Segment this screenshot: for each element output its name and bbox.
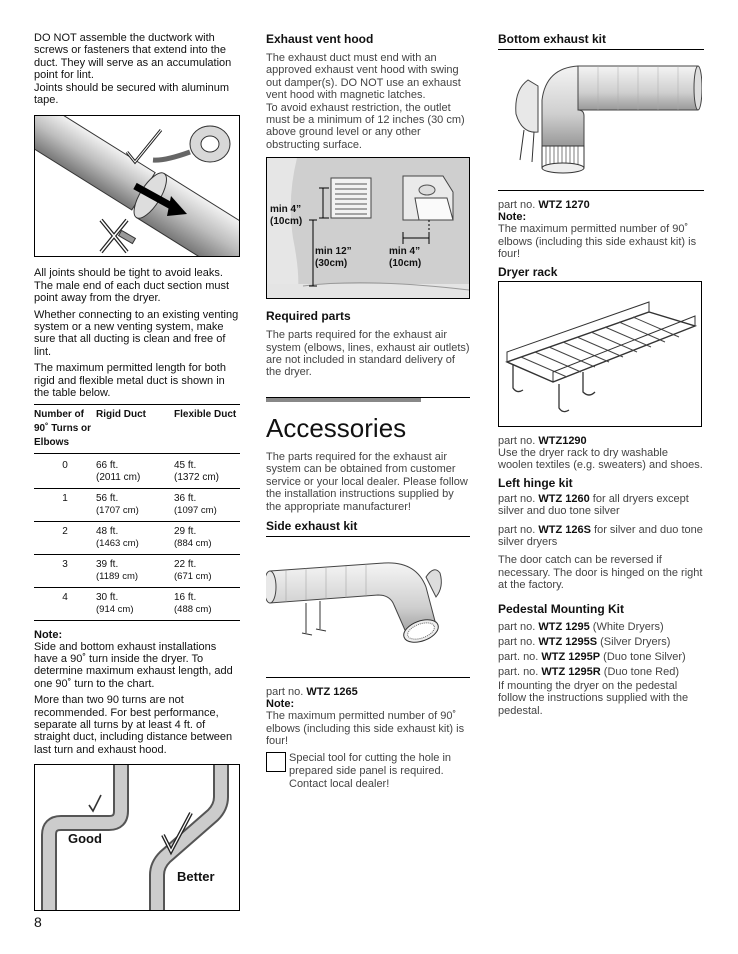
part-number: WTZ 1270 [538,199,590,211]
flex-cm: (1097 cm) [174,504,217,516]
flex-cm: (671 cm) [174,570,212,582]
part-number: WTZ1290 [538,434,587,447]
flex-ft: 36 ft. [174,492,197,504]
part-prefix: part. no. [498,665,539,678]
rigid-ft: 48 ft. [96,525,119,537]
rigid-ft: 39 ft. [96,558,119,570]
exhaust-hood-text: The exhaust duct must end with an approved exhaust vent hood with swing out damper(s). DO NOT use an exhaust vent hood with magnetic latches. [266,52,461,102]
good-label: Good [68,831,102,847]
flex-cell [174,554,240,587]
left-hinge-heading: Left hinge kit [498,475,573,490]
part-description: (Silver Dryers) [600,635,671,648]
flex-cm: (488 cm) [174,603,212,615]
dim-min4-left [270,204,302,228]
dryer-rack-part [498,435,704,447]
side-exhaust-part [266,686,470,698]
part-prefix: part no. [266,685,304,698]
flex-ft: 29 ft. [174,525,197,537]
table-row [34,554,240,587]
pedestal-item [498,635,704,650]
flex-ft: 22 ft. [174,558,197,570]
rigid-ft: 66 ft. [96,459,119,471]
rigid-ft: 30 ft. [96,591,119,603]
dim-min4-right-label: min 4” [389,246,421,258]
flex-cell [174,453,240,488]
better-label: Better [177,869,215,885]
turns-cell: 0 [34,453,96,488]
turns-cell: 2 [34,521,96,554]
part-description: (Duo tone Silver) [603,650,686,663]
part-prefix: part no. [498,635,536,648]
joints-text: All joints should be tight to avoid leaks. The male end of each duct section must point away from the dryer. [34,267,230,305]
pedestal-text: If mounting the dryer on the pedestal follow the instructions supplied with the pedestal. [498,679,689,717]
rigid-cell [96,554,174,587]
rigid-cell [96,488,174,521]
rigid-cm: (914 cm) [96,603,134,615]
rigid-cm: (1707 cm) [96,504,139,516]
duct-tape-illustration [34,115,240,257]
part-number: WTZ 1265 [306,685,358,698]
intro-text: DO NOT assemble the ductwork with screws or fasteners that extend into the duct. They will serve as an accumulation point for lint. [34,32,232,82]
vent-hood-illustration [266,157,470,299]
section-divider [266,397,470,403]
dim-min12 [315,246,352,270]
part-prefix: part no. [498,199,536,211]
required-parts-text: The parts required for the exhaust air system (elbows, lines, exhaust air outlets) are not included in standard delivery of the dryer. [266,329,470,379]
column-middle [266,32,470,791]
side-note-label: Note: [266,698,295,711]
flex-cell [174,488,240,521]
tool-icon-box [266,752,286,772]
dim-min12-cm: (30cm) [315,258,348,270]
table-row [34,488,240,521]
part-prefix: part. no. [498,650,539,663]
pedestal-item [498,665,704,680]
column-left [34,32,240,911]
side-exhaust-illustration [266,537,470,677]
flex-cell [174,521,240,554]
rigid-cell [96,587,174,620]
accessories-text: The parts required for the exhaust air system can be obtained from customer service or your local dealer. Please follow the installation instructions supplied by the appropriate manufacturer! [266,450,468,513]
table-row [34,521,240,554]
rigid-cell [96,453,174,488]
pedestal-item [498,620,704,635]
rigid-cm: (1189 cm) [96,570,139,582]
exhaust-hood-heading: Exhaust vent hood [266,32,374,46]
part-prefix: part no. [498,620,536,633]
max-length-text: The maximum permitted length for both rigid and flexible metal duct is shown in the table below. [34,362,226,400]
part-description: for all dryers except silver and duo tone silver [498,492,689,518]
part-prefix: part no. [498,434,536,447]
bottom-exhaust-part [498,199,704,211]
page-number: 8 [34,914,42,930]
part-number: WTZ 126S [538,523,591,536]
rigid-cm: (2011 cm) [96,471,141,483]
dim-min4-right-cm: (10cm) [389,258,422,270]
good-better-illustration [34,764,240,911]
side-exhaust-heading: Side exhaust kit [266,518,358,533]
pedestal-item [498,650,704,665]
dryer-rack-heading: Dryer rack [498,264,558,279]
part-description: (Duo tone Red) [603,665,679,678]
turns-cell: 1 [34,488,96,521]
dim-min12-label: min 12” [315,246,352,258]
part-description: for silver and duo tone silver dryers [498,523,703,549]
connect-text: Whether connecting to an existing venting system or a new venting system, make sure that all ducting is clean and free of lint. [34,308,239,358]
table-row [34,587,240,620]
part-description: (White Dryers) [592,620,664,633]
column-right [498,32,704,717]
hinge-part-2 [498,524,704,549]
rigid-ft: 56 ft. [96,492,119,504]
table-header-rigid: Rigid Duct [96,408,146,420]
table-header-row [34,404,240,453]
turns-cell: 4 [34,587,96,620]
rigid-cell [96,521,174,554]
table-header-flexible: Flexible Duct [174,408,237,420]
dim-min4-left-cm: (10cm) [270,216,303,228]
more-turns-text: More than two 90 turns are not recommended. For best performance, separate all turns by at least 4 ft. of straight duct, including distance between last turn and exhaust hood. [34,694,233,756]
bottom-note-label: Note: [498,211,527,224]
part-number: WTZ 1295P [541,650,601,663]
dim-min4-right [389,246,421,270]
intro-text-2: Joints should be secured with aluminum tape. [34,81,230,107]
special-tool-note [266,752,470,791]
exhaust-hood-text-2: To avoid exhaust restriction, the outlet must be a minimum of 12 inches (30 cm) above ground level or any other obstructing surface. [266,101,465,151]
hinge-part-1 [498,493,704,518]
dryer-rack-illustration [498,281,702,427]
flex-ft: 45 ft. [174,459,197,471]
part-prefix: part no. [498,523,536,536]
part-prefix: part no. [498,492,536,505]
duct-length-table [34,404,240,621]
flex-cm: (884 cm) [174,537,212,549]
bottom-exhaust-heading: Bottom exhaust kit [498,32,607,46]
turns-cell: 3 [34,554,96,587]
bottom-exhaust-illustration [498,50,702,190]
part-number: WTZ 1260 [538,492,590,505]
accessories-heading: Accessories [266,412,407,443]
pedestal-heading: Pedestal Mounting Kit [498,601,624,616]
required-parts-heading: Required parts [266,309,351,324]
hinge-text: The door catch can be reversed if necessary. The door is hinged on the right at the factory. [498,554,703,592]
note-label: Note: [34,628,63,641]
part-number: WTZ 1295R [541,665,601,678]
flex-ft: 16 ft. [174,591,197,603]
rigid-cm: (1463 cm) [96,537,139,549]
special-tool-text: Special tool for cutting the hole in prepared side panel is required. Contact local dealer! [289,751,452,790]
side-note-text: The maximum permitted number of 90˚ elbows (including this side exhaust kit) is four! [266,710,465,748]
table-row [34,453,240,488]
flex-cm: (1372 cm) [174,471,220,483]
bottom-note-text: The maximum permitted number of 90˚ elbows (including this side exhaust kit) is four! [498,223,697,261]
dim-min4-left-label: min 4” [270,204,302,216]
part-number: WTZ 1295 [538,620,590,633]
dryer-rack-text: Use the dryer rack to dry washable woolen textiles (e.g. sweaters) and shoes. [498,447,703,472]
flex-cell [174,587,240,620]
table-header-turns: Number of 90˚ Turns or Elbows [34,408,92,448]
part-number: WTZ 1295S [538,635,598,648]
note-text: Side and bottom exhaust installations have a 90˚ turn inside the dryer. To determine maximum exhaust length, add one 90˚ turn to the chart. [34,640,233,690]
